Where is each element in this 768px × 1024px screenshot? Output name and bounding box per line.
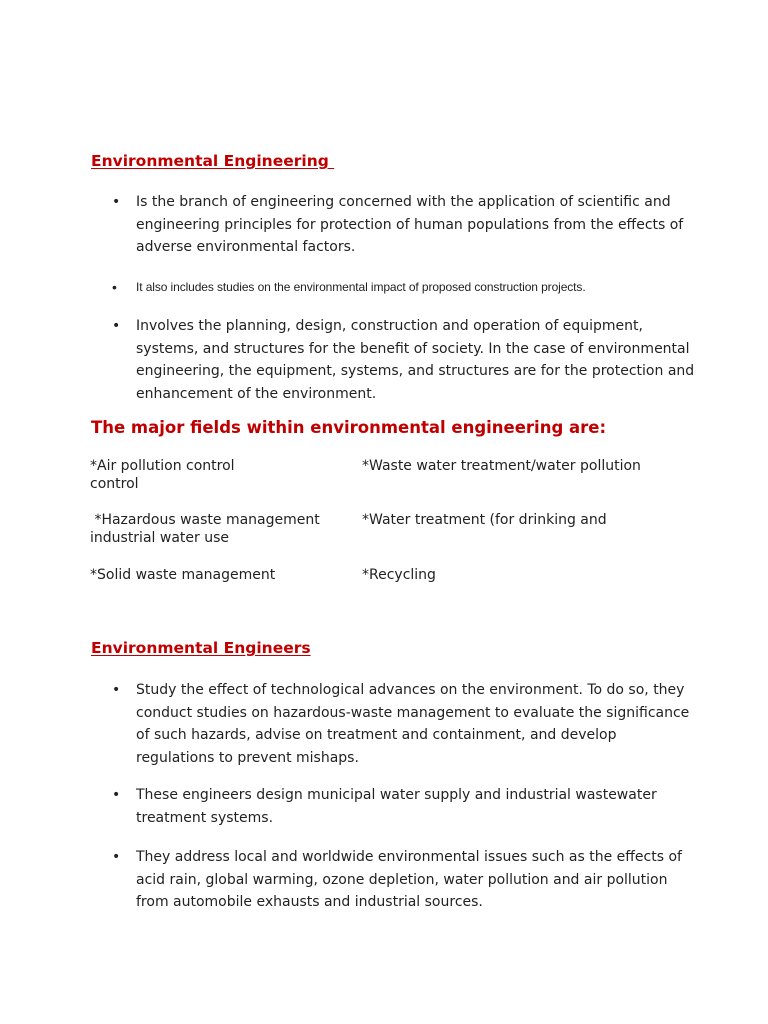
list-item: • These engineers design municipal water supply and industrial wastewater treatment systems. [136,784,696,829]
field-air-pollution: *Air pollution control control [90,458,235,492]
field-solid-waste: *Solid waste management [90,567,276,583]
list-item: • Involves the planning, design, construction and operation of equipment, systems, and structures for the benefit of society. In the case of environmental engineering, the equipment, systems, and structures are for the protection and enhancement of the environment. [136,315,696,405]
list-item: • It also includes studies on the environmental impact of proposed construction projects. [136,276,696,299]
list-item: • Is the branch of engineering concerned with the application of scientific and engineering principles for protection of human populations from the effects of adverse environmental factors. [136,191,696,259]
list-item: • Study the effect of technological advances on the environment. To do so, they conduct studies on hazardous-waste management to evaluate the significance of such hazards, advise on treatment and containment, and develop regulations to prevent mishaps. [136,679,696,769]
field-waste-water: *Waste water treatment/water pollution [362,458,641,474]
section-title-environmental-engineering: Environmental Engineering [91,152,335,170]
field-recycling: *Recycling [362,567,436,583]
field-water-treatment: *Water treatment (for drinking and [362,512,607,528]
field-hazardous-waste: *Hazardous waste management industrial water use [90,512,320,546]
list-item: • They address local and worldwide environmental issues such as the effects of acid rain, global warming, ozone depletion, water pollution and air pollution from automobile exhausts and industrial sources. [136,846,696,914]
section-title-environmental-engineers: Environmental Engineers [91,639,311,657]
major-fields-title: The major fields within environmental engineering are: [91,418,607,437]
